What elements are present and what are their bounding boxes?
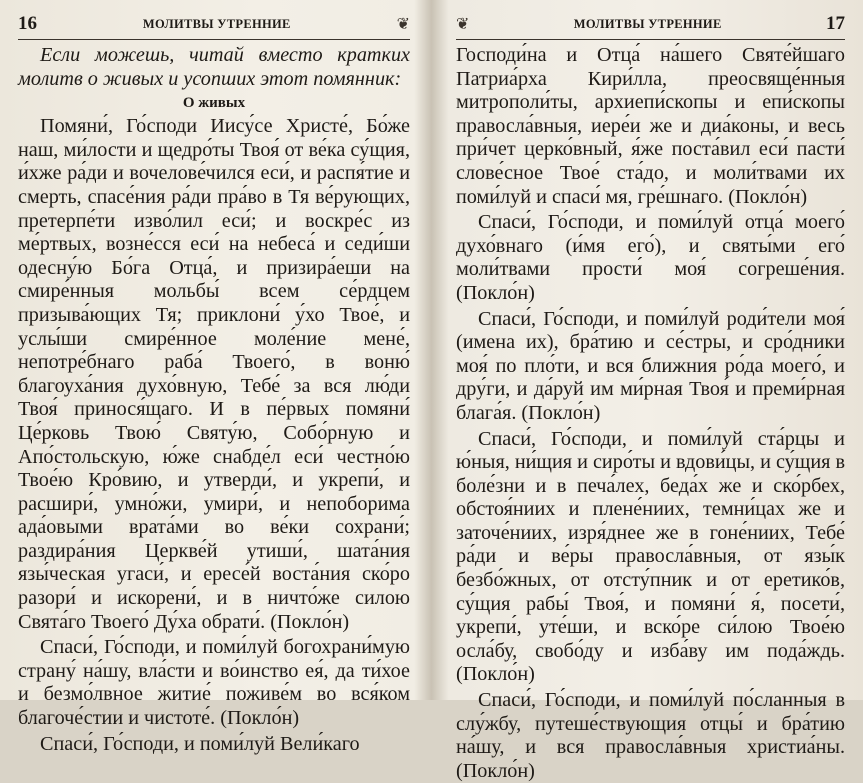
prayer-paragraph: Спаси́, Го́споди, и поми́луй отца́ моего́ духо́внаго (и́мя его́), и святы́ми его́ моли́твами прости́ моя́ согреше́ния. (Покло́н) bbox=[456, 211, 845, 304]
section-heading: О живых bbox=[182, 95, 246, 112]
page-number-right: 17 bbox=[826, 13, 845, 34]
left-page bbox=[0, 0, 428, 755]
prayer-paragraph: Спаси́, Го́споди, и поми́луй богохрани́мую страну́ на́шу, вла́сти и во́инство ея́, да ти́хое и безмо́лвное житие́ поживе́м во вся́ком благоче́стии и чистоте́. (Покло́н) bbox=[18, 636, 410, 730]
prayer-paragraph: Спаси́, Го́споди, и поми́луй по́сланныя в слу́жбу, путеше́ствующия отцы́ и бра́тию на́шу, и вся правосла́вныя христиа́ны. (Покло́н) bbox=[456, 689, 845, 782]
right-page-header bbox=[456, 12, 845, 40]
flourish-ornament-icon: ❦ bbox=[396, 16, 410, 33]
prayer-paragraph: Спаси́, Го́споди, и поми́луй Вели́каго bbox=[40, 732, 360, 755]
flourish-ornament-icon: ❦ bbox=[456, 16, 470, 33]
prayer-paragraph: Помяни́, Го́споди Иису́се Христе́, Бо́же наш, ми́лости и щедро́ты Твоя́ от ве́ка су́щия, и́хже ра́ди и вочелове́чился еси́, и распя́тие и смерть, спасе́ния ра́ди пра́во в Тя ве́рующих, претерпе́ти изво́лил еси́; и воскре́с из ме́ртвых, возне́сся еси́ на небеса́ и седи́ши одесну́ю Бо́га Отца́, и призира́еши на смире́нныя мольбы́ всем се́рдцем призыва́ющих Тя; приклони́ у́хо Твое́, и услы́ши смире́нное моле́ние мене́, непотре́бнаго раба́ Твоего́, в воню́ благоуха́ния духо́вную, Тебе́ за вся лю́ди Твоя́ принося́щаго. И в пе́рвых помяни́ Це́рковь Твою́ Святу́ю, Собо́рную и Апо́стольскую, ю́же снабде́л еси́ честно́ю Твое́ю Кро́вию, и утверди́, и укрепи́, и расшири́, умно́жи, умири́, и непоборима ада́овыми врата́ми во ве́ки сохрани́; раздира́ния Церкве́й утиши́, шата́ния язы́ческая угаси́, и ересе́й воста́ния ско́ро разори́ и искорени́, и в ничто́же силою Свята́го Твоего́ Ду́ха обрати́. (Покло́н) bbox=[18, 115, 410, 633]
prayer-paragraph: Спаси́, Го́споди, и поми́луй роди́тели моя́ (имена их), бра́тию и се́стры, и сро́дники моя́ по пло́ти, и вся ближния ро́да моего́, и дру́ги, и да́руй им ми́рная Твоя́ и преми́рная блага́я. (Покло́н) bbox=[456, 307, 845, 424]
running-title-right: МОЛИТВЫ УТРЕННИЕ bbox=[573, 16, 722, 31]
prayer-paragraph: Спаси́, Го́споди, и поми́луй ста́рцы и ю́ныя, ни́щия и сиро́ты и вдови́цы, и су́щия в боле́зни и в печа́лех, беда́х же и ско́рбех, обстоя́ниих и плене́ниих, темни́цах же и заточе́ниих, изря́днее же в гоне́ниих, Тебе́ ра́ди и ве́ры правосла́вныя, от язы́к безбо́жных, от отсту́пник и от еретико́в, су́щия рабы́ Твоя́, и помяни́ я́, посети́, укрепи́, уте́ши, и вско́ре си́лою Твое́ю осла́бу, свобо́ду и изба́ву им пода́ждь. (Покло́н) bbox=[456, 427, 845, 686]
running-title-left: МОЛИТВЫ УТРЕННИЕ bbox=[142, 16, 291, 31]
right-page-text bbox=[456, 44, 845, 783]
right-page bbox=[436, 0, 863, 782]
prayer-paragraph: Господи́на и Отца́ на́шего Святе́йшаго Патриа́рха Кири́лла, преосвяще́нныя митрополи́ты, архиепи́скопы и епи́скопы правосла́вныя, иере́и же и диа́коны, и весь при́чет церко́вный, я́же поста́вил еси́ пасти́ слове́сное Твое́ ста́до, и моли́твами их поми́луй и спаси́ мя, гре́шнаго. (Покло́н) bbox=[456, 44, 845, 208]
intro-instruction: Если можешь, читай вместо кратких молитв о живых и усопших этот помянник: bbox=[18, 44, 410, 90]
left-page-text bbox=[18, 44, 410, 756]
page-number-left: 16 bbox=[18, 13, 37, 34]
left-page-header bbox=[18, 12, 410, 40]
